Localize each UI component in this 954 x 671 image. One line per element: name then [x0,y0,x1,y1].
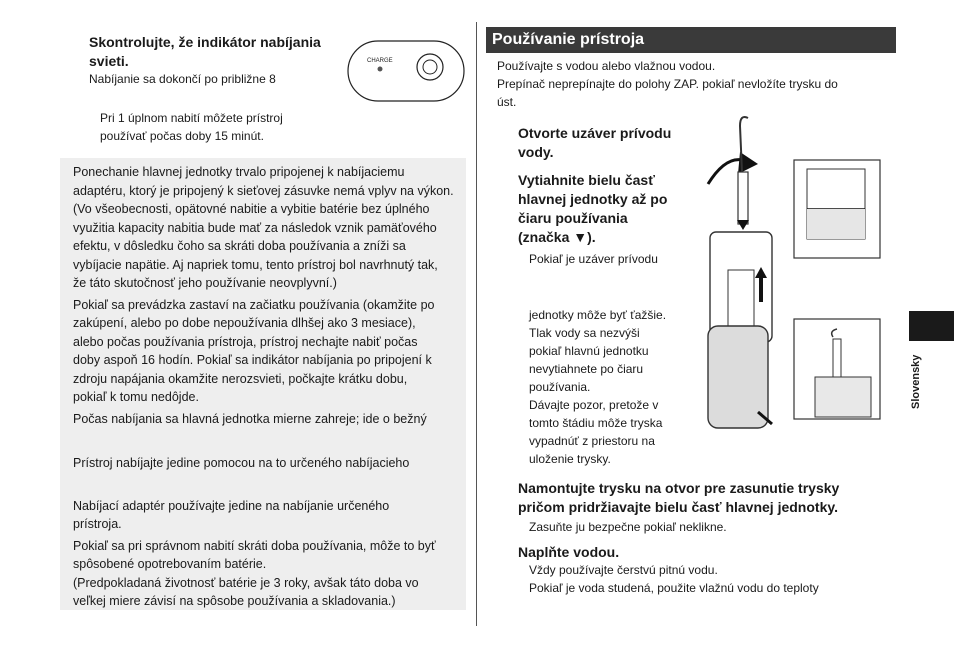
note-line: Pokiaľ sa pri správnom nabití skráti doba používania, môže to byť [73,538,436,553]
text-line: úst. [497,95,517,109]
note-line: Ponechanie hlavnej jednotky trvalo pripojenej k nabíjaciemu [73,165,405,179]
note-line: Nabíjací adaptér používajte jedine na nabíjanie určeného [73,498,390,513]
note-line: adaptéru, ktorý je pripojený k sieťovej zásuvke nemá vplyv na výkon. [73,183,454,198]
notes-list [73,163,465,611]
note-line: (Vo všeobecnosti, opätovné nabitie a vybitie batérie bez úplného [73,202,430,216]
text-line: jednotky môže byť ťažšie. [529,308,667,322]
note-line: prístroja. [73,517,122,531]
detail-base [807,209,865,239]
text-line: pokiaľ hlavnú jednotku [529,344,649,358]
charge-time-text: Nabíjanie sa dokončí po približne 8 [89,72,276,86]
note-line: (Predpokladaná životnosť batérie je 3 roky, avšak táto doba vo [73,575,419,590]
note-1 [73,163,465,293]
step-line: (značka ▼). [518,229,596,245]
unit-top-detail [815,377,871,417]
note-line: efektu, v dôsledku čoho sa skráti doba používania a zníži sa [73,239,406,253]
charge-indicator-icon [378,67,383,72]
step-line: hlavnej jednotky až po [518,191,668,207]
note-line: vybíjacie napätie. Aj napriek tomu, tento prístroj bol navrhnutý tak, [73,257,438,272]
step-line: Otvorte uzáver prívodu [518,125,672,141]
down-arrow-icon [737,220,749,230]
up-arrow-shaft [759,278,763,302]
charger-body [348,41,464,101]
text-line: používať počas doby 15 minút. [100,129,264,143]
step-2 [518,171,667,247]
intro-text [497,57,892,111]
step-line: pričom pridržiavajte bielu časť hlavnej jednotky. [518,499,838,515]
note-line: Prístroj nabíjajte jedine pomocou na to určeného nabíjacieho [73,456,410,470]
heading-line: svieti. [89,53,129,69]
note-line: pokiaľ k tomu nedôjde. [73,390,199,404]
note-line: zakúpení, alebo po dobe nepoužívania dlhšej ako 3 mesiace), [73,316,416,330]
charger-illustration [347,40,465,102]
note-4 [73,454,465,473]
text-line: Tlak vody sa nezvýši [529,326,640,340]
note-3 [73,410,465,429]
text-line: Pri 1 úplnom nabití môžete prístroj [100,111,283,125]
step-4-notes [529,561,819,597]
step-1 [518,124,671,162]
section-title: Používanie prístroja [492,31,645,48]
note-line: zdroju napájania okamžite nerozsvieti, počkajte krátku dobu, [73,371,408,386]
note-line: doby aspoň 16 hodín. Pokiaľ sa indikátor nabíjania po pripojení k [73,353,432,367]
step-4: Naplňte vodou. [518,544,620,560]
step-3-note: Zasuňte ju bezpečne pokiaľ neklikne. [529,520,727,534]
nozzle-stem-detail [833,339,841,379]
note-line: využitia kapacity nabitia bude mať za následok vznik pamäťového [73,220,437,235]
language-tab [909,311,954,341]
step-line: vody. [518,144,554,160]
text-line: Prepínač neprepínajte do polohy ZAP. pokiaľ nevložíte trysku do [497,77,838,91]
text-line: uloženie trysky. [529,452,611,466]
text-line: Používajte s vodou alebo vlažnou vodou. [497,59,716,73]
detail-illustration [793,159,883,421]
column-divider [476,22,477,626]
note-line: Počas nabíjania sa hlavná jednotka mierne zahreje; ide o bežný [73,411,427,426]
charge-heading [89,33,321,71]
note-line: alebo počas používania prístroja, prístroj nechajte nabiť počas [73,334,418,349]
language-label-text: Slovensky [910,354,922,409]
note-line: že táto skutočnosť jeho používanie neovplyvní.) [73,276,337,290]
note-line: spôsobené opotrebovaním batérie. [73,557,267,571]
section-header [486,27,896,53]
language-label [906,343,928,413]
charge-label: CHARGE [367,58,393,64]
step-line: Namontujte trysku na otvor pre zasunutie trysky [518,480,840,496]
step-line: Vytiahnite bielu časť [518,172,655,188]
step-3 [518,479,839,517]
text-line: vypadnúť z priestoru na [529,434,655,448]
step-2-note-2 [529,306,666,468]
note-2 [73,296,465,407]
text-line: tomto štádiu môže tryska [529,416,663,430]
heading-line: Skontrolujte, že indikátor nabíjania [89,34,321,50]
text-line: Vždy používajte čerstvú pitnú vodu. [529,563,718,577]
text-line: Dávajte pozor, pretože v [529,398,659,412]
note-5 [73,497,465,534]
nozzle-stem [738,172,748,224]
text-line: nevytiahnete po čiaru [529,362,644,376]
note-line: veľkej miere závisí na spôsobe používania a skladovania.) [73,594,396,608]
note-6 [73,537,465,611]
charger-socket [417,54,443,80]
usage-time-text [100,109,283,145]
text-line: používania. [529,380,591,394]
step-line: čiaru používania [518,210,628,226]
step-2-note-1: Pokiaľ je uzáver prívodu [529,252,658,266]
device-illustration [688,112,788,442]
text-line: Pokiaľ je voda studená, použite vlažnú vodu do teploty [529,581,819,595]
note-line: Pokiaľ sa prevádzka zastaví na začiatku používania (okamžite po [73,297,435,312]
